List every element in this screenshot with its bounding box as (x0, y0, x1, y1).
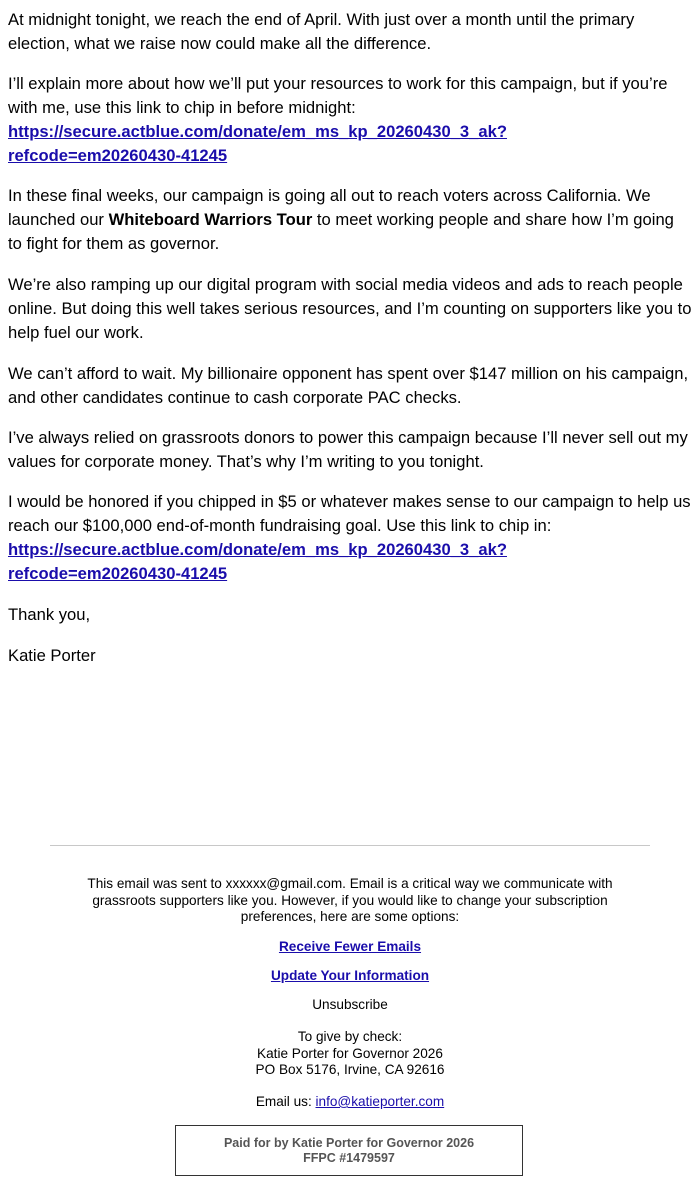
donate-link-1-line1: https://secure.actblue.com/donate/em_ms_kp_20260430_3_ak? (8, 122, 507, 141)
email-body-p7 (8, 490, 692, 586)
paragraph-grassroots: I’ve always relied on grassroots donors to power this campaign because I’ll never sell out my values for corporate money. That’s why I’m writing to you tonight. (8, 428, 688, 471)
update-information-link[interactable]: Update Your Information (270, 968, 430, 983)
paragraph-opponent: We can’t afford to wait. My billionaire opponent has spent over $147 million on his campaign, and other candidates continue to cash corporate PAC checks. (8, 364, 689, 407)
paragraph-final-weeks (8, 184, 692, 256)
check-address: PO Box 5176, Irvine, CA 92616 (255, 1062, 445, 1077)
footer-check-info (0, 1029, 700, 1079)
paragraph-digital: We’re also ramping up our digital program with social media videos and ads to reach people online. But doing this well takes serious resources, and I’m counting on supporters like you to help fuel our work. (8, 275, 692, 342)
paid-for-disclaimer (175, 1125, 523, 1176)
p3-before: In these final weeks, our campaign is going all out to reach voters across California. We launched our (8, 186, 651, 229)
email-body-p2 (8, 72, 692, 168)
donate-link-2-line2: refcode=em20260430-41245 (8, 564, 228, 583)
paragraph-chip-in-text: I’ll explain more about how we’ll put your resources to work for this campaign, but if you’re with me, use this link to chip in before midnight: (8, 74, 668, 117)
check-name: Katie Porter for Governor 2026 (257, 1045, 443, 1061)
paragraph-intro: At midnight tonight, we reach the end of April. With just over a month until the primary election, what we raise now could make all the difference. (8, 10, 635, 53)
contact-email-link[interactable]: info@katieporter.com (315, 1094, 445, 1109)
donate-link-1-line2: refcode=em20260430-41245 (8, 146, 228, 165)
ffpc-number: FFPC #1479597 (303, 1151, 395, 1165)
email-us-label: Email us: (255, 1094, 316, 1109)
p3-after: to meet working people and share how I’m going to fight for them as governor. (8, 210, 674, 253)
tour-name: Whiteboard Warriors Tour (108, 210, 313, 229)
email-body-closing (8, 603, 692, 627)
footer-divider (50, 845, 650, 846)
donate-link-2[interactable] (8, 540, 507, 583)
paragraph-chip-in (8, 72, 692, 168)
footer-fewer-emails (0, 939, 700, 956)
donate-link-1[interactable] (8, 122, 507, 165)
paragraph-goal (8, 490, 692, 586)
footer-notice-text: This email was sent to xxxxxx@gmail.com. Email is a critical way we communicate with grassroots supporters like you. However, if you would like to change your subscription preferences, here are some options: (87, 876, 613, 924)
footer-update-info (0, 968, 700, 985)
footer-email-us (0, 1094, 700, 1111)
footer-unsubscribe (0, 997, 700, 1014)
check-label: To give by check: (297, 1029, 403, 1044)
receive-fewer-emails-link[interactable]: Receive Fewer Emails (278, 939, 422, 954)
email-body-p5 (8, 362, 692, 410)
email-body (8, 8, 692, 56)
email-body-p4 (8, 273, 692, 345)
signature: Katie Porter (8, 646, 96, 665)
footer-notice (0, 876, 700, 926)
donate-link-2-line1: https://secure.actblue.com/donate/em_ms_kp_20260430_3_ak? (8, 540, 507, 559)
email-body-signature (8, 644, 692, 668)
paragraph-goal-text: I would be honored if you chipped in $5 or whatever makes sense to our campaign to help us reach our $100,000 end-of-month fundraising goal. Use this link to chip in: (8, 492, 691, 535)
email-body-p6 (8, 426, 692, 474)
unsubscribe-text[interactable]: Unsubscribe (312, 997, 388, 1012)
closing: Thank you, (8, 605, 91, 624)
paid-for-line: Paid for by Katie Porter for Governor 2026 (223, 1136, 475, 1150)
email-body-p3 (8, 184, 692, 256)
